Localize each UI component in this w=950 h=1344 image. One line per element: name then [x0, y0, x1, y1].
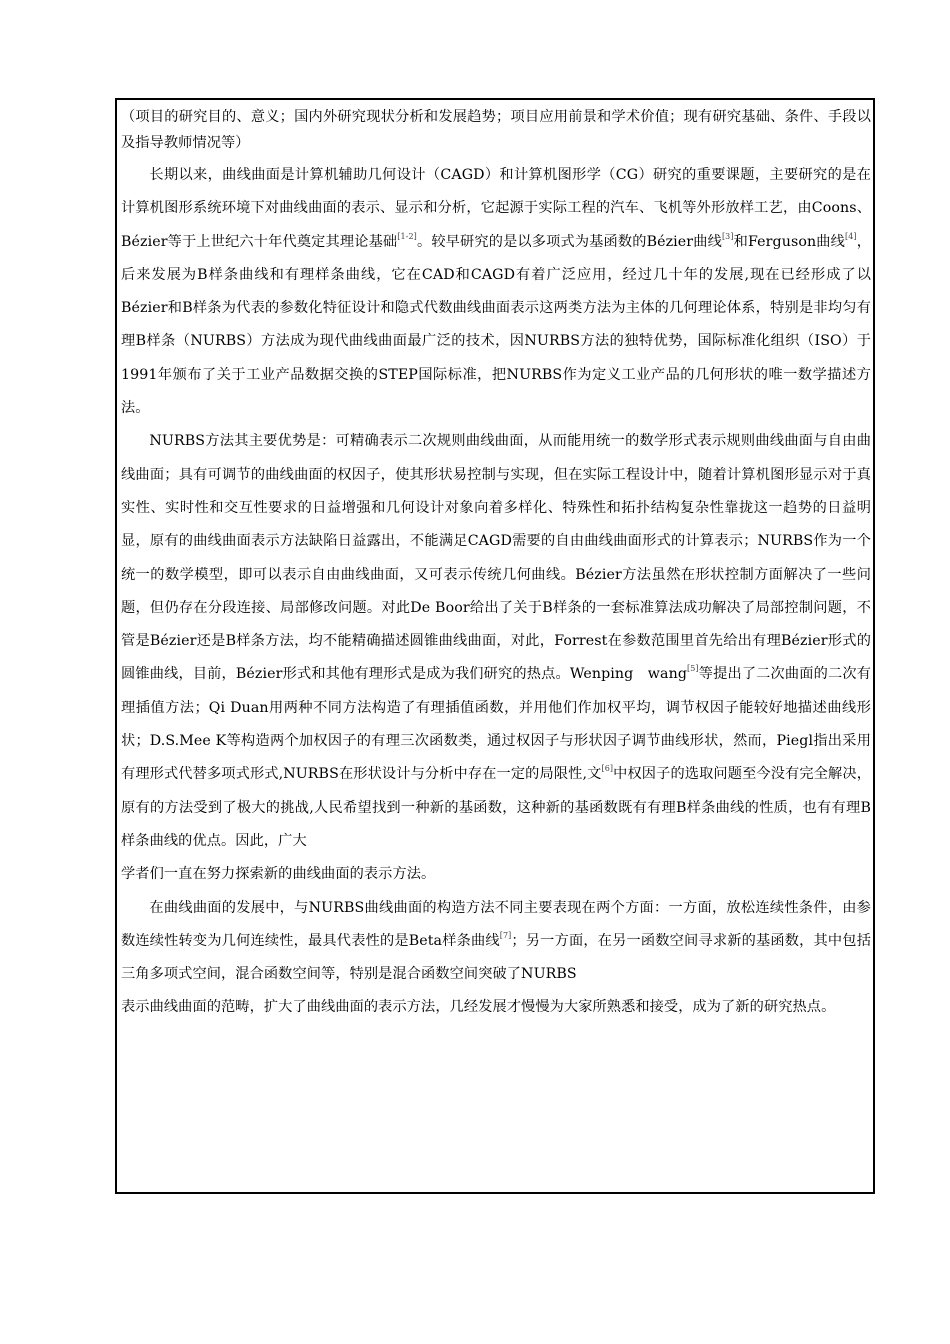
paragraph-text: 表示曲线曲面的范畴，扩大了曲线曲面的表示方法，几经发展才慢慢为大家所熟悉和接受，成为了新的研究热点。: [121, 999, 836, 1016]
citation: [1-2]: [397, 231, 417, 241]
paragraph-text: 中权因子的选取问题至今没有完全解决，原有的方法受到了极大的挑战,人民希望找到一种新的基函数，这种新的基函数既有有理B样条曲线的性质，也有有理B样条曲线的优点。因此，广大: [121, 766, 871, 849]
citation: [4]: [845, 231, 857, 241]
paragraph-text: ；另一方面，在另一函数空间寻求新的基函数，其中包括三角多项式空间，混合函数空间等，特别是混合函数空间突破了NURBS: [121, 932, 871, 983]
paragraph-text: 在曲线曲面的发展中，与NURBS曲线曲面的构造方法不同主要表现在两个方面：一方面，放松连续性条件，由参数连续性转变为几何连续性，最具代表性的是Beta样条曲线: [121, 899, 871, 949]
paragraph-text: ，后来发展为B样条曲线和有理样条曲线，它在CAD和CAGD有着广泛应用，经过几十年的发展,现在已经形成了以Bézier和B样条为代表的参数化特征设计和隐式代数曲线曲面表示这两类方法为主体的几何理论体系，特别是非均匀有理B样条（NURBS）方法成为现代曲线曲面最广泛的技术，因NURBS方法的独特优势，国际标准化组织（ISO）于1991年颁布了关于工业产品数据交换的STEP国际标准，把NURBS作为定义工业产品的几何形状的唯一数学描述方法。: [121, 233, 871, 417]
section-instruction: （项目的研究目的、意义；国内外研究现状分析和发展趋势；项目应用前景和学术价值；现有研究基础、条件、手段以及指导教师情况等）: [121, 109, 871, 151]
paragraph-text: 长期以来，曲线曲面是计算机辅助几何设计（CAGD）和计算机图形学（CG）研究的重要课题，主要研究的是在计算机图形系统环境下对曲线曲面的表示、显示和分析，它起源于实际工程的汽车、飞机等外形放样工艺，由Coons、Bézier等于上世纪六十年代奠定其理论基础: [121, 167, 871, 250]
paragraph-nurbs-advantages: [121, 425, 871, 858]
paragraph-text: 学者们一直在努力探索新的曲线曲面的表示方法。: [121, 866, 436, 883]
paragraph-text: 等提出了二次曲面的二次有理插值方法；Qi Duan用两种不同方法构造了有理插值函数，并用他们作加权平均，调节权因子能较好地描述曲线形状；D.S.Mee K等构造两个加权因子的有理三次函数类，通过权因子与形状因子调节曲线形状，然而，Piegl指出采用有理形式代替多项式形式,NURBS在形状设计与分析中存在一定的局限性,文: [121, 666, 872, 783]
paragraph-text: 和Ferguson曲线: [733, 233, 845, 250]
citation: [3]: [721, 231, 734, 241]
paragraph-continuation: [121, 991, 871, 1024]
citation: [5]: [687, 664, 699, 674]
paragraph-development: [121, 892, 871, 992]
document-body: [121, 104, 871, 1025]
citation: [7]: [499, 930, 512, 940]
paragraph-continuation: [121, 858, 871, 891]
citation: [6]: [601, 764, 614, 774]
form-table-cell: [115, 98, 875, 1194]
paragraph-text: 。较早研究的是以多项式为基函数的Bézier曲线: [416, 233, 722, 250]
paragraph-text: NURBS方法其主要优势是：可精确表示二次规则曲线曲面，从而能用统一的数学形式表示规则曲线曲面与自由曲线曲面；具有可调节的曲线曲面的权因子，使其形状易控制与实现，但在实际工程设计中，随着计算机图形显示对于真实性、实时性和交互性要求的日益增强和几何设计对象向着多样化、特殊性和拓扑结构复杂性靠拢这一趋势的日益明显，原有的曲线曲面表示方法缺陷日益露出，不能满足CAGD需要的自由曲线曲面形式的计算表示；NURBS作为一个统一的数学模型，即可以表示自由曲线曲面，又可表示传统几何曲线。Bézier方法虽然在形状控制方面解决了一些问题，但仍存在分段连接、局部修改问题。对此De Boor给出了关于B样条的一套标准算法成功解决了局部控制问题，不管是Bézier还是B样条方法，均不能精确描述圆锥曲线曲面，对此，Forrest在参数范围里首先给出有理Bézier形式的圆锥曲线，目前，Bézier形式和其他有理形式是成为我们研究的热点。Wenping wang: [121, 433, 871, 683]
paragraph-background: [121, 159, 871, 425]
